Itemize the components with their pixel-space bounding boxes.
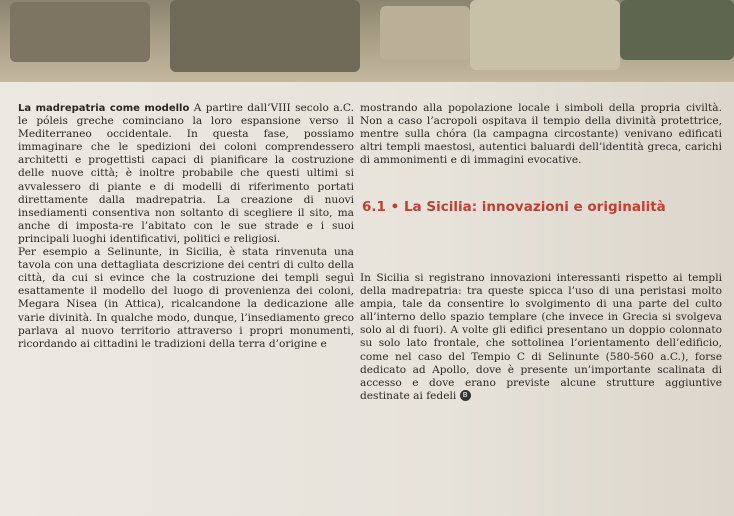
section-title: 6.1 • La Sicilia: innovazioni e originalità	[362, 199, 666, 215]
right-column-top	[360, 102, 722, 167]
stone-block	[10, 2, 150, 62]
left-column	[18, 102, 354, 351]
header-photo	[0, 0, 734, 82]
paragraph-text: In Sicilia si registrano innovazioni interessanti rispetto ai templi della madrepatria: tra queste spicca l’uso di una peristasi molto ampia, tale da consentire lo svolgimento di una parte del culto all’interno dello spazio templare (che invece in Grecia si svolgeva solo al di fuori). A volte gli edifici presentano un doppio colonnato su solo lato frontale, che sottolinea l’orientamento dell’edificio, come nel caso del Tempio C di Selinunte (580-560 a.C.), forse dedicato ad Apollo, dove è presente un’importante scalinata di accesso e dove erano previste alcune strutture aggiuntive destinate ai fedeli	[360, 272, 722, 402]
stone-block	[380, 6, 470, 60]
right-column-bottom	[360, 272, 722, 403]
paragraph-intro	[18, 102, 354, 246]
stone-block	[170, 0, 360, 72]
lead-heading: La madrepatria come modello	[18, 103, 190, 114]
paragraph-sicilia	[360, 272, 722, 403]
paragraph-text: A partire dall’VIII secolo a.C. le póleis greche cominciano la loro espansione verso il Mediterraneo occidentale. In questa fase, possiamo immaginare che le spedizioni dei coloni comprendessero architetti e progettisti capaci di pianificare la costruzione delle nuove città; è inoltre probabile che questi ultimi si avvalessero di piante e di modelli di riferimento portati direttamente dalla madrepatria. La creazione di nuovi insediamenti consentiva non soltanto di scegliere il sito, ma anche di imposta-re l’abitato con le sue strade e i suoi principali luoghi identificativi, politici e religiosi.	[18, 102, 354, 245]
paragraph-selinunte: Per esempio a Selinunte, in Sicilia, è stata rinvenuta una tavola con una dettagliata descrizione dei centri di culto della città, da cui si evince che la costruzione dei templi seguì esattamente il modello del luogo di provenienza dei coloni, Megara Nisea (in Attica), ricalcandone la dedicazione alle varie divinità. In qualche modo, dunque, l’insediamento greco parlava al nuovo territorio attraverso i propri monumenti, ricordando ai cittadini le tradizioni della terra d’origine e	[18, 246, 354, 350]
paragraph-continuation: mostrando alla popolazione locale i simboli della propria civiltà. Non a caso l’acropoli ospitava il tempio della divinità protettrice, mentre sulla chóra (la campagna circostante) venivano edificati altri templi maestosi, autentici baluardi dell’identità greca, carichi di ammonimenti e di immagini evocative.	[360, 102, 722, 167]
stone-block	[470, 0, 620, 70]
vegetation	[620, 0, 734, 60]
reference-badge-icon: B	[460, 390, 471, 401]
